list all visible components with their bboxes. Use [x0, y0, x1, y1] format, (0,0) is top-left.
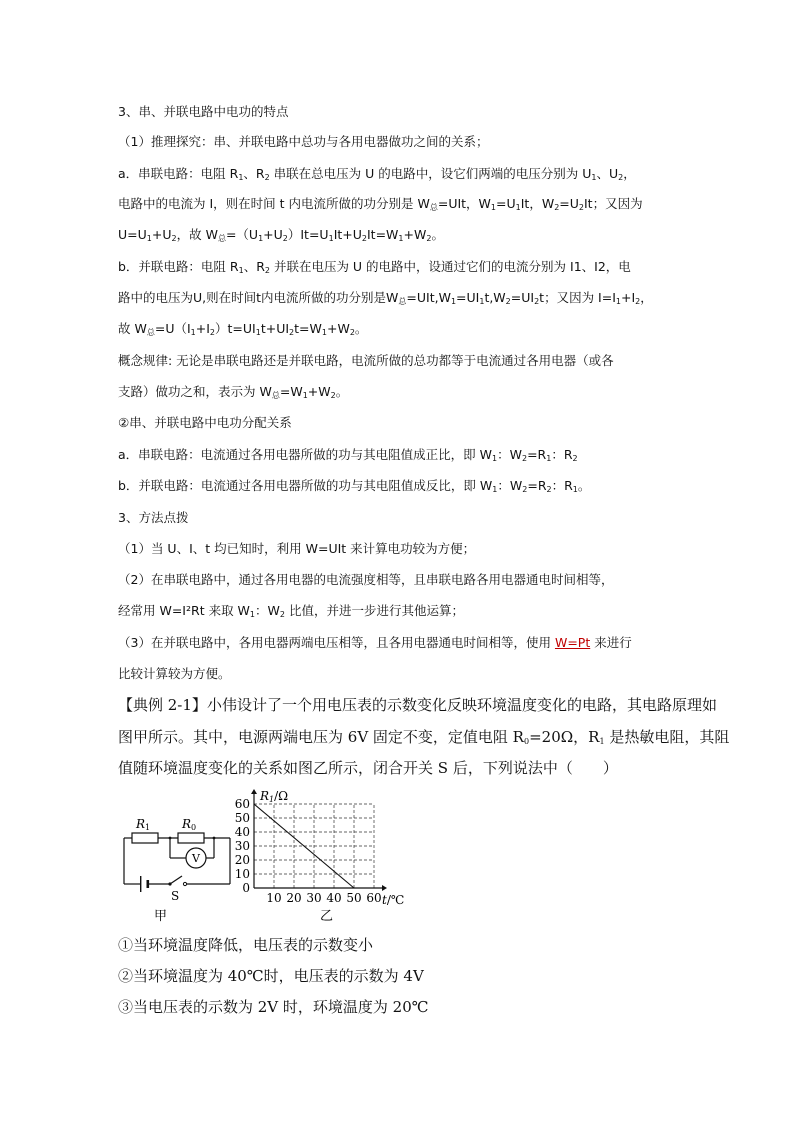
chart-xlabel: t/℃ [382, 893, 405, 907]
y-axis-arrow [251, 789, 257, 794]
paragraph-series-2: 电路中的电流为 I，则在时间 t 内电流所做的功分别是 $W_总=UIt$，$W_1=U_1It$，$W_2=U_2It$；又因为 [118, 196, 643, 212]
resistor-r0 [178, 833, 204, 843]
switch-label: S [171, 889, 180, 903]
example-line-2: 图甲所示。其中，电源两端电压为 6V 固定不变，定值电阻 $R_0=20\Omega$，$R_1$ 是热敏电阻，其阻 [118, 728, 730, 746]
y-tick-label: 60 [234, 797, 250, 811]
subheading-distribution: ②串、并联电路中电功分配关系 [118, 415, 292, 430]
x-tick-label: 40 [326, 891, 342, 905]
paragraph-series-3: $U=U_1+U_2$，故 $W_总=(U_1+U_2)It=U_1It+U_2It=W_1+W_2$。 [118, 227, 444, 243]
x-tick-label: 10 [266, 891, 282, 905]
chart-ylabel: R1/Ω [260, 789, 289, 804]
example-line-3: 值随环境温度变化的关系如图乙所示，闭合开关 S 后，下列说法中（ ） [118, 759, 618, 777]
voltmeter-label: V [192, 852, 200, 865]
circuit-diagram [118, 812, 238, 924]
battery-short-plate [147, 880, 150, 888]
x-tick-label: 20 [286, 891, 302, 905]
option-2: ②当环境温度为 40℃时，电压表的示数为 4V [118, 967, 424, 985]
formula-w-pt: W=Pt [554, 635, 591, 650]
method-2b: 经常用 W=I²Rt 来取 $W_1$：$W_2$ 比值，并进一步进行其他运算； [118, 603, 464, 619]
battery-long-plate [140, 876, 141, 892]
example-label: 【典例 2-1】 [118, 696, 207, 714]
paragraph-parallel-ratio: b．并联电路：电流通过各用电器所做的功与其电阻值成反比，即 $W_1$：$W_2=R_2$：$R_1$。 [118, 478, 591, 494]
circuit-caption: 甲 [154, 909, 168, 924]
method-1: （1）当 U、I、t 均已知时，利用 W=UIt 来计算电功较为方便； [118, 541, 476, 556]
method-3a: （3）在并联电路中，各用电器两端电压相等，且各用电器通电时间相等，使用 W=Pt 来进行 [118, 635, 632, 650]
paragraph-series-1: a．串联电路：电阻 $R_1$、$R_2$ 串联在总电压为 U 的电路中，设它们两端的电压分别为 $U_1$、$U_2$， [118, 166, 636, 182]
y-tick-label: 20 [234, 853, 250, 867]
resistor-r1 [132, 833, 158, 843]
r0-label: R0 [182, 817, 197, 832]
r1-temperature-chart [232, 786, 412, 926]
paragraph-parallel-1: b．并联电路：电阻 $R_1$、$R_2$ 并联在电压为 U 的电路中，设通过它们的电流分别为 I1、I2，电 [118, 259, 631, 275]
method-2a: （2）在串联电路中，通过各用电器的电流强度相等，且串联电路各用电器通电时间相等， [118, 572, 614, 587]
y-tick-label: 50 [234, 811, 250, 825]
example-line-1: 【典例 2-1】小伟设计了一个用电压表的示数变化反映环境温度变化的电路，其电路原理如 [118, 696, 717, 714]
paragraph-concept-1: 概念规律: 无论是串联电路还是并联电路，电流所做的总功都等于电流通过各用电器（或各 [118, 353, 614, 368]
paragraph-concept-2: 支路）做功之和，表示为 $W_总=W_1+W_2$。 [118, 384, 349, 400]
chart-grid [254, 804, 374, 888]
x-tick-label: 60 [366, 891, 382, 905]
paragraph-parallel-2: 路中的电压为U,则在时间t内电流所做的功分别是$W_总=UIt,W_1=UI_1t,W_2=UI_2t$；又因为 $I=I_1+I_2$， [118, 290, 653, 306]
x-axis-arrow [382, 885, 387, 891]
r1-label: R1 [136, 817, 151, 832]
y-tick-label: 0 [242, 881, 250, 895]
y-tick-label: 30 [234, 839, 250, 853]
method-3b: 比较计算较为方便。 [118, 666, 231, 681]
x-tick-label: 50 [346, 891, 362, 905]
chart-caption: 乙 [320, 909, 334, 924]
paragraph-parallel-3: 故 $W_总=U(I_1+I_2)t=UI_1t+UI_2t=W_1+W_2$。 [118, 321, 368, 337]
y-tick-label: 10 [234, 867, 250, 881]
option-1: ①当环境温度降低，电压表的示数变小 [118, 936, 374, 954]
switch-symbol [170, 876, 182, 884]
option-3: ③当电压表的示数为 2V 时，环境温度为 20℃ [118, 998, 429, 1016]
paragraph-inference: （1）推理探究：串、并联电路中总功与各用电器做功之间的关系； [118, 134, 489, 149]
section-heading: 3、串、并联电路中电功的特点 [118, 104, 289, 119]
method-heading: 3、方法点拨 [118, 510, 189, 525]
x-tick-label: 30 [306, 891, 322, 905]
y-tick-label: 40 [234, 825, 250, 839]
chart-ticks [235, 797, 382, 905]
paragraph-series-ratio: a．串联电路：电流通过各用电器所做的功与其电阻值成正比，即 $W_1$：$W_2=R_1$：$R_2$ [118, 447, 578, 463]
